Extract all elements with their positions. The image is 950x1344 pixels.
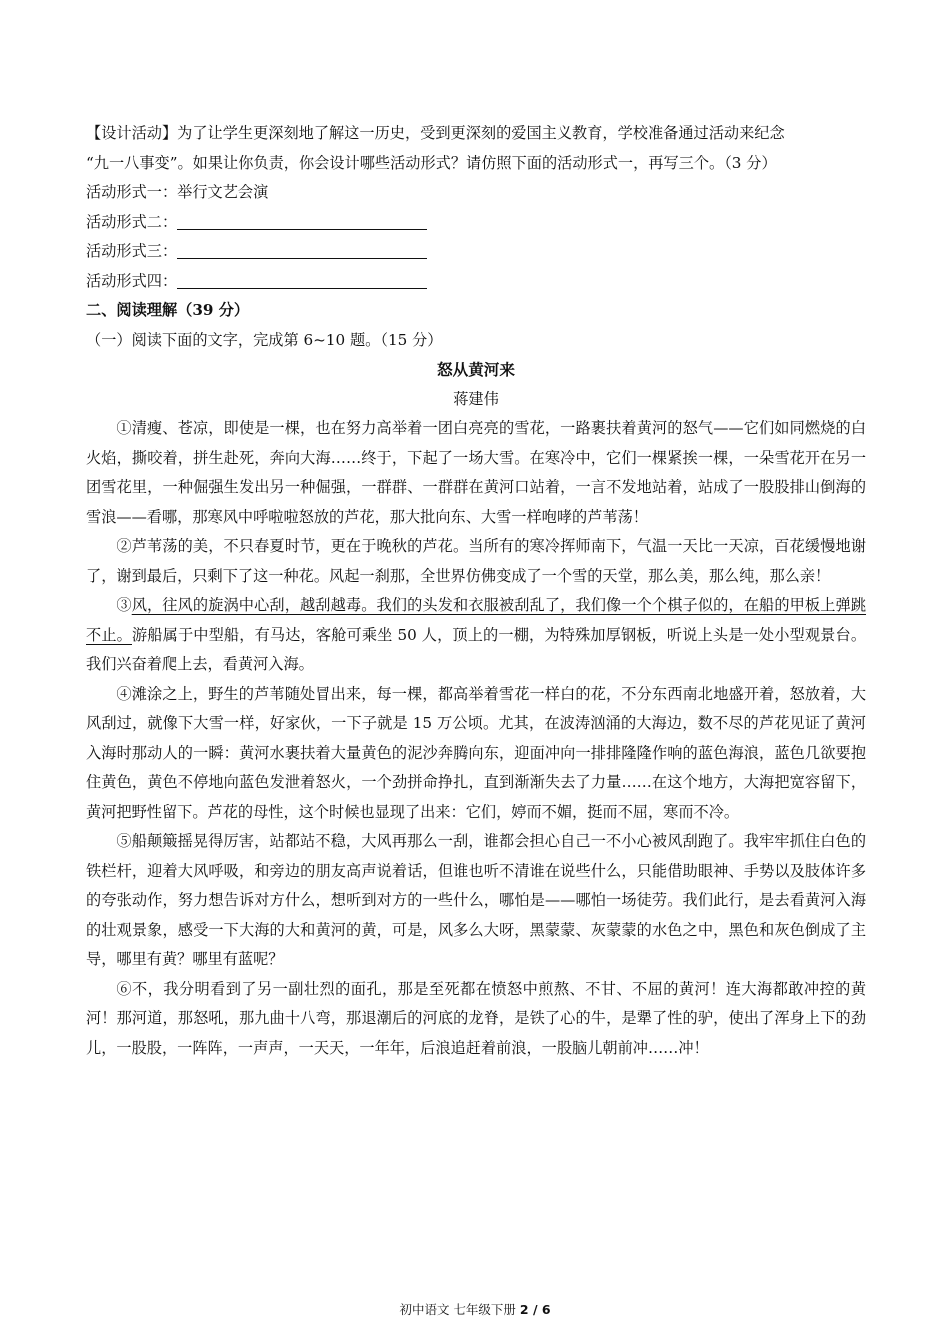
activity-form-3-row: [86, 237, 866, 267]
paragraph-1: ①清瘦、苍凉，即使是一棵，也在努力高举着一团白亮亮的雪花，一路裹扶着黄河的怒气——它们如同燃烧的白火焰，撕咬着，拼生赴死，奔向大海……终于，下起了一场大雪。在寒冷中，它们一棵紧挨一棵，一朵雪花开在另一团雪花里，一种倔强生发出另一种倔强，一群群、一群群在黄河口站着，一言不发地站着，站成了一股股排山倒海的雪浪——看哪，那寒风中呼啦啦怒放的芦花，那大批向东、大雪一样咆哮的芦苇荡！: [86, 419, 866, 526]
activity-form-2-blank[interactable]: [177, 211, 427, 230]
paragraph-3: [86, 591, 866, 680]
activity-form-3-blank[interactable]: [177, 240, 427, 259]
paragraph-3-number: ③: [116, 596, 132, 614]
page-content: [86, 119, 866, 1063]
activity-form-4-blank[interactable]: [177, 270, 427, 289]
activity-form-2-row: [86, 208, 866, 238]
footer-page-number: 2 / 6: [519, 1302, 551, 1317]
paragraph-6: ⑥不，我分明看到了另一副壮烈的面孔，那是至死都在愤怒中煎熬、不甘、不屈的黄河！连大海都敢冲控的黄河！那河道，那怒吼，那九曲十八弯，那退潮后的河底的龙脊，是铁了心的牛，是犟了性的驴，使出了浑身上下的劲儿，一股股，一阵阵，一声声，一天天，一年年，后浪追赶着前浪，一股脑儿朝前冲……冲！: [86, 979, 866, 1057]
paragraph-2: ②芦苇荡的美，不只春夏时节，更在于晚秋的芦花。当所有的寒冷挥师南下，气温一天比一天凉，百花缓慢地谢了，谢到最后，只剩下了这一种花。风起一刹那，全世界仿佛变成了一个雪的天堂，那么美，那么纯，那么亲！: [86, 537, 866, 585]
activity-form-2-label: 活动形式二：: [86, 212, 178, 231]
activity-form-4-row: [86, 267, 866, 297]
section-heading: 二、阅读理解（39 分）: [86, 301, 250, 319]
design-intro-line2: “九一八事变”。如果让你负责，你会设计哪些活动形式？请仿照下面的活动形式一，再写三个。（3 分）: [86, 153, 777, 172]
article-author: 蒋建伟: [453, 389, 499, 408]
activity-form-4-label: 活动形式四：: [86, 271, 178, 290]
paragraph-3-rest: 游船属于中型船，有马达，客舱可乘坐 50 人，顶上的一棚，为特殊加厚钢板，听说上头是一处小型观景台。我们兴奋着爬上去，看黄河入海。: [86, 625, 867, 673]
paragraph-4: ④滩涂之上，野生的芦苇随处冒出来，每一棵，都高举着雪花一样白的花，不分东西南北地盛开着，怒放着，大风刮过，就像下大雪一样，好家伙，一下子就是 15 万公顷。尤其，在波涛汹涌的大海边，数不尽的芦花见证了黄河入海时那动人的一瞬：黄河水裹扶着大量黄色的泥沙奔腾向东，迎面冲向一排排隆隆作响的蓝色海浪，蓝色几欲要抱住黄色，黄色不停地向蓝色发泄着怒火，一个劲拼命挣扎，直到渐渐失去了力量……在这个地方，大海把宽容留下，黄河把野性留下。芦花的母性，这个时候也显现了出来：它们，婷而不媚，挺而不屈，寒而不冷。: [86, 684, 866, 821]
design-intro-line1: 【设计活动】为了让学生更深刻地了解这一历史，受到更深刻的爱国主义教育，学校准备通过活动来纪念: [86, 124, 785, 142]
activity-form-3-label: 活动形式三：: [86, 242, 178, 260]
paragraph-3-underlined: 风，往风的旋涡中心刮，越刮越毒。我们的头发和衣服被刮乱了，我们像一个个棋子似的，在船的甲板上弹跳不止。: [86, 596, 867, 644]
sub-section-heading: （一）阅读下面的文字，完成第 6~10 题。（15 分）: [86, 330, 443, 349]
footer-label: 初中语文 七年级下册: [399, 1302, 520, 1317]
article-title: 怒从黄河来: [437, 360, 515, 379]
activity-form-1: 活动形式一：举行文艺会演: [86, 183, 269, 201]
paragraph-5: ⑤船颠簸摇晃得厉害，站都站不稳，大风再那么一刮，谁都会担心自己一不小心被风刮跑了。我牢牢抓住白色的铁栏杆，迎着大风呼吸，和旁边的朋友高声说着话，但谁也听不清谁在说些什么，只能借助眼神、手势以及肢体许多的夸张动作，努力想告诉对方什么，想听到对方的一些什么，哪怕是——哪怕一场徒劳。我们此行，是去看黄河入海的壮观景象，感受一下大海的大和黄河的黄，可是，风多么大呀，黑蒙蒙、灰蒙蒙的水色之中，黑色和灰色倒成了主导，哪里有黄？哪里有蓝呢？: [86, 832, 866, 968]
page-footer: [0, 1300, 950, 1318]
